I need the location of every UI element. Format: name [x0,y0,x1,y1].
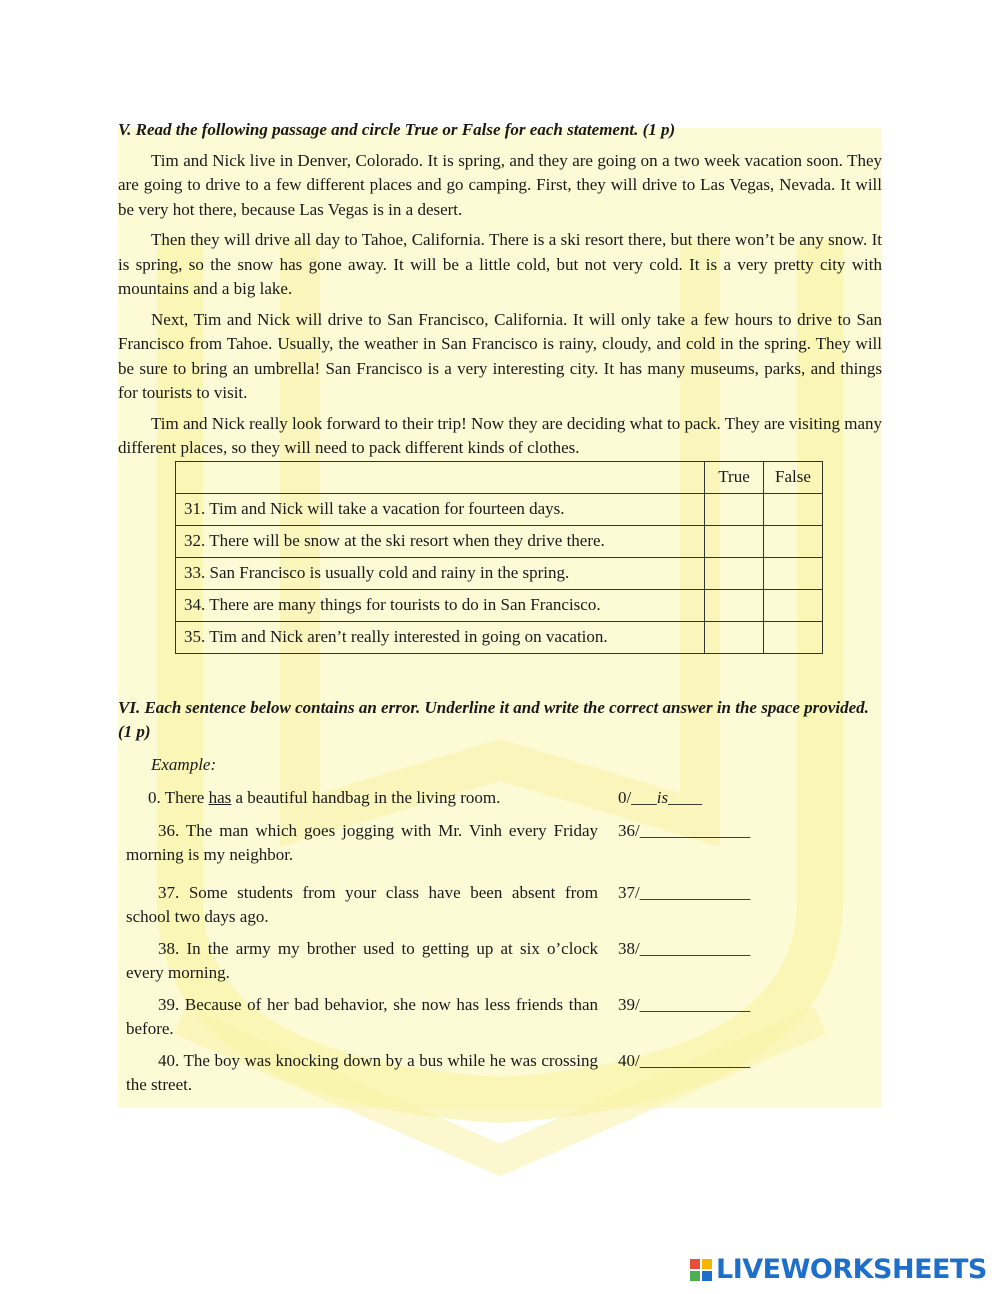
statement-33: 33. San Francisco is usually cold and rainy in the spring. [176,557,705,589]
true-false-table [175,461,823,654]
logo-block [702,1271,712,1281]
table-header-row [176,461,823,493]
false-cell-34[interactable] [764,589,823,621]
true-cell-34[interactable] [705,589,764,621]
question-row-36 [118,819,882,868]
statement-35: 35. Tim and Nick aren’t really interested in going on vacation. [176,621,705,653]
table-row [176,493,823,525]
example-before: 0. There [148,788,209,807]
logo-block [690,1259,700,1269]
logo-blocks-icon [690,1259,712,1281]
example-answer [618,786,702,811]
question-38-text: 38. In the army my brother used to getting up at six o’clock every morning. [126,938,598,982]
question-row-38 [118,937,882,986]
passage-paragraph-1: Tim and Nick live in Denver, Colorado. It is spring, and they are going on a two week vacation soon. They are going to drive to a few different places and go camping. First, they will drive to Las Vegas, Nevada. It will be very hot there, because Las Vegas is in a desert. [118,150,882,219]
true-cell-35[interactable] [705,621,764,653]
logo-block [690,1271,700,1281]
liveworksheets-logo [690,1254,987,1285]
table-row [176,621,823,653]
statement-31: 31. Tim and Nick will take a vacation for fourteen days. [176,493,705,525]
statement-header [176,461,705,493]
true-cell-33[interactable] [705,557,764,589]
question-row-37 [118,881,882,930]
answer-38-blank[interactable]: 38/_____________ [618,938,751,958]
true-cell-32[interactable] [705,525,764,557]
statement-32: 32. There will be snow at the ski resort when they drive there. [176,525,705,557]
passage-paragraph-3: Next, Tim and Nick will drive to San Francisco, California. It will only take a few hours to drive to San Francisco from Tahoe. Usually, the weather in San Francisco is rainy, cloudy, and cold in the spring. They will be sure to bring an umbrella! San Francisco is a very interesting city. It has many museums, parks, and things for tourists to visit. [118,309,882,402]
example-label: Example: [151,754,217,774]
false-header: False [764,461,823,493]
example-row [118,786,882,811]
false-cell-35[interactable] [764,621,823,653]
question-36-text: 36. The man which goes jogging with Mr. Vinh every Friday morning is my neighbor. [126,820,598,864]
table-row [176,525,823,557]
answer-37-blank[interactable]: 37/_____________ [618,882,751,902]
question-row-39 [118,993,882,1042]
example-answer-suffix: ____ [668,788,703,807]
passage-paragraph-4: Tim and Nick really look forward to their trip! Now they are deciding what to pack. They are visiting many different places, so they will need to pack different kinds of clothes. [118,413,882,457]
worksheet-content [118,118,882,1098]
example-after: a beautiful handbag in the living room. [231,788,501,807]
question-39-text: 39. Because of her bad behavior, she now has less friends than before. [126,994,598,1038]
question-37-text: 37. Some students from your class have been absent from school two days ago. [126,882,598,926]
question-40-text: 40. The boy was knocking down by a bus while he was crossing the street. [126,1050,598,1094]
true-header: True [705,461,764,493]
true-cell-31[interactable] [705,493,764,525]
table-row [176,589,823,621]
answer-39-blank[interactable]: 39/_____________ [618,994,751,1014]
passage-paragraph-2: Then they will drive all day to Tahoe, California. There is a ski resort there, but there won’t be any snow. It is spring, so the snow has gone away. It will be a little cold, but not very cold. It is a very pretty city with mountains and a big lake. [118,230,882,298]
section-6-heading: VI. Each sentence below contains an error. Underline it and write the correct answer in the space provided. (1 p) [118,697,869,741]
answer-36-blank[interactable]: 36/_____________ [618,820,751,840]
logo-text: LIVEWORKSHEETS [716,1254,987,1285]
example-sentence [118,786,584,811]
table-row [176,557,823,589]
false-cell-33[interactable] [764,557,823,589]
example-underlined-error: has [208,788,232,807]
answer-40-blank[interactable]: 40/_____________ [618,1050,751,1070]
example-answer-prefix: 0/___ [618,788,657,807]
false-cell-32[interactable] [764,525,823,557]
example-answer-word: is [656,788,669,807]
statement-34: 34. There are many things for tourists to do in San Francisco. [176,589,705,621]
false-cell-31[interactable] [764,493,823,525]
question-row-40 [118,1049,882,1098]
logo-block [702,1259,712,1269]
section-5-heading: V. Read the following passage and circle True or False for each statement. (1 p) [118,120,676,139]
section-6 [118,696,882,1098]
